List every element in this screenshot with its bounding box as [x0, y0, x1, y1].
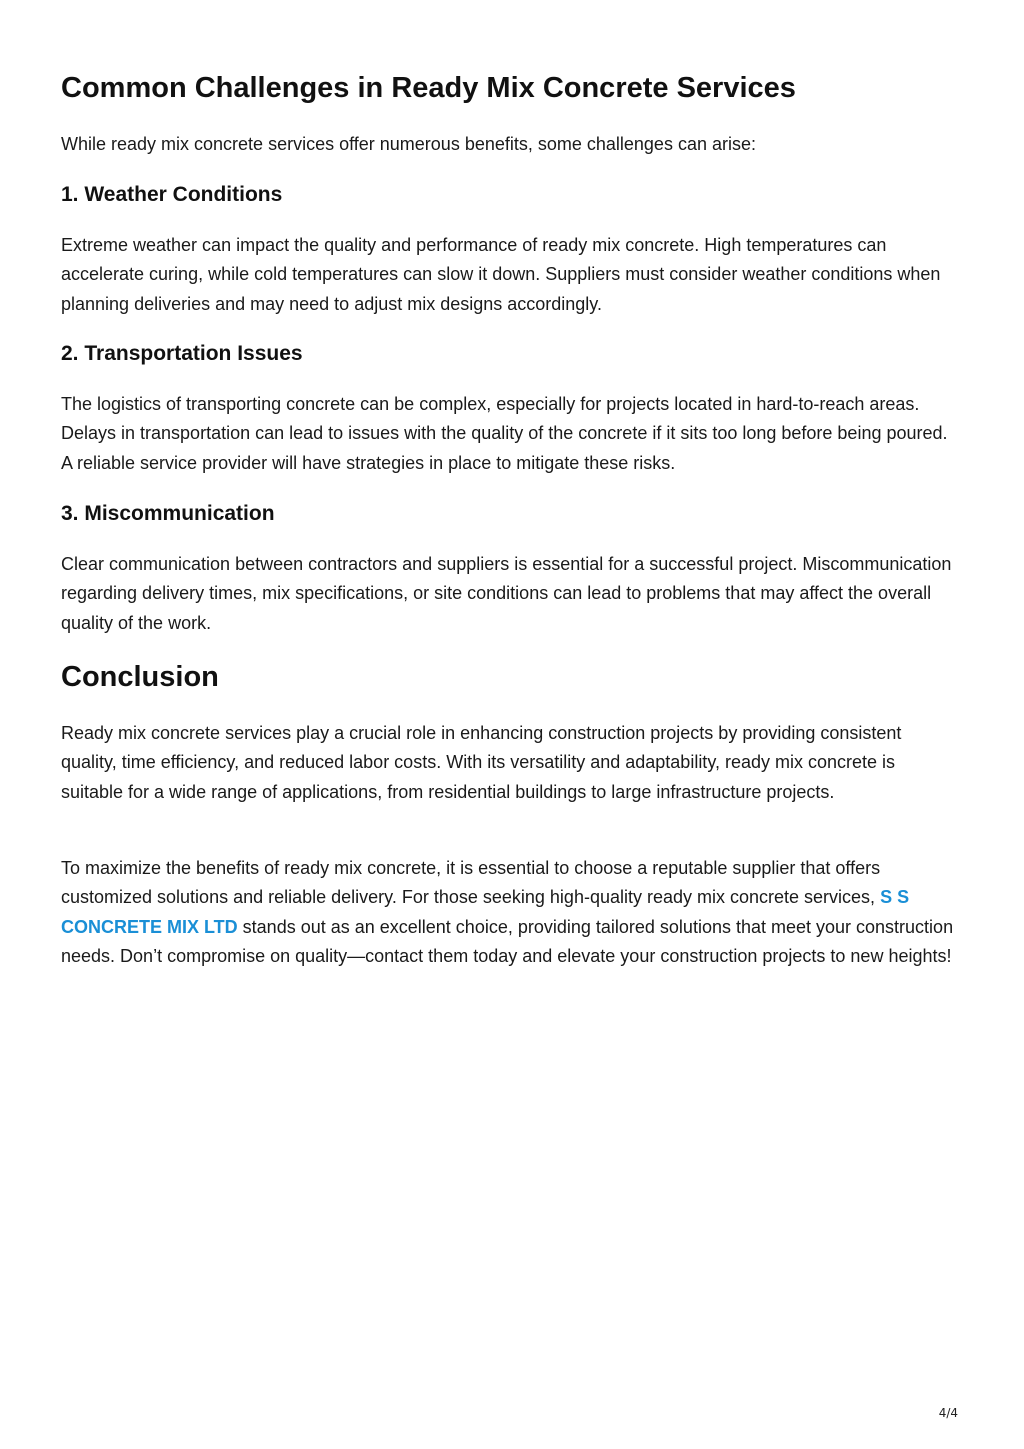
conclusion-heading: Conclusion: [61, 661, 219, 693]
conclusion-paragraph-2-lead: To maximize the benefits of ready mix concrete, it is essential to choose a reputable supplier that offers customized solutions and reliable delivery. For those seeking high-quality ready mix concrete services,: [61, 858, 881, 908]
conclusion-paragraph-2: [61, 854, 961, 971]
section-body-weather: Extreme weather can impact the quality and performance of ready mix concrete. High temperatures can accelerate curing, while cold temperatures can slow it down. Suppliers must consider weather conditions when planning deliveries and may need to adjust mix designs accordingly.: [61, 235, 941, 314]
section-heading-transportation: 2. Transportation Issues: [61, 342, 303, 365]
page-number: 4/4: [938, 1406, 958, 1420]
conclusion-paragraph-2-tail: stands out as an excellent choice, providing tailored solutions that meet your construction needs. Don’t compromise on quality—contact them today and elevate your construction projects to new heights!: [61, 916, 954, 966]
section-body-miscommunication: Clear communication between contractors and suppliers is essential for a successful project. Miscommunication regarding delivery times, mix specifications, or site conditions can lead to problems that may affect the overall quality of the work.: [61, 554, 952, 633]
intro-paragraph: While ready mix concrete services offer numerous benefits, some challenges can arise:: [61, 134, 756, 154]
section-body-transportation: The logistics of transporting concrete can be complex, especially for projects located in hard-to-reach areas. Delays in transportation can lead to issues with the quality of the concrete if it sits too long before being poured. A reliable service provider will have strategies in place to mitigate these risks.: [61, 394, 948, 473]
company-link[interactable]: S S CONCRETE MIX LTD: [61, 887, 910, 937]
conclusion-paragraph-1: Ready mix concrete services play a crucial role in enhancing construction projects by providing consistent quality, time efficiency, and reduced labor costs. With its versatility and adaptability, ready mix concrete is suitable for a wide range of applications, from residential buildings to large infrastructure projects.: [61, 723, 902, 802]
page-title: Common Challenges in Ready Mix Concrete Services: [61, 72, 796, 104]
section-heading-weather: 1. Weather Conditions: [61, 183, 283, 206]
section-heading-miscommunication: 3. Miscommunication: [61, 502, 275, 525]
